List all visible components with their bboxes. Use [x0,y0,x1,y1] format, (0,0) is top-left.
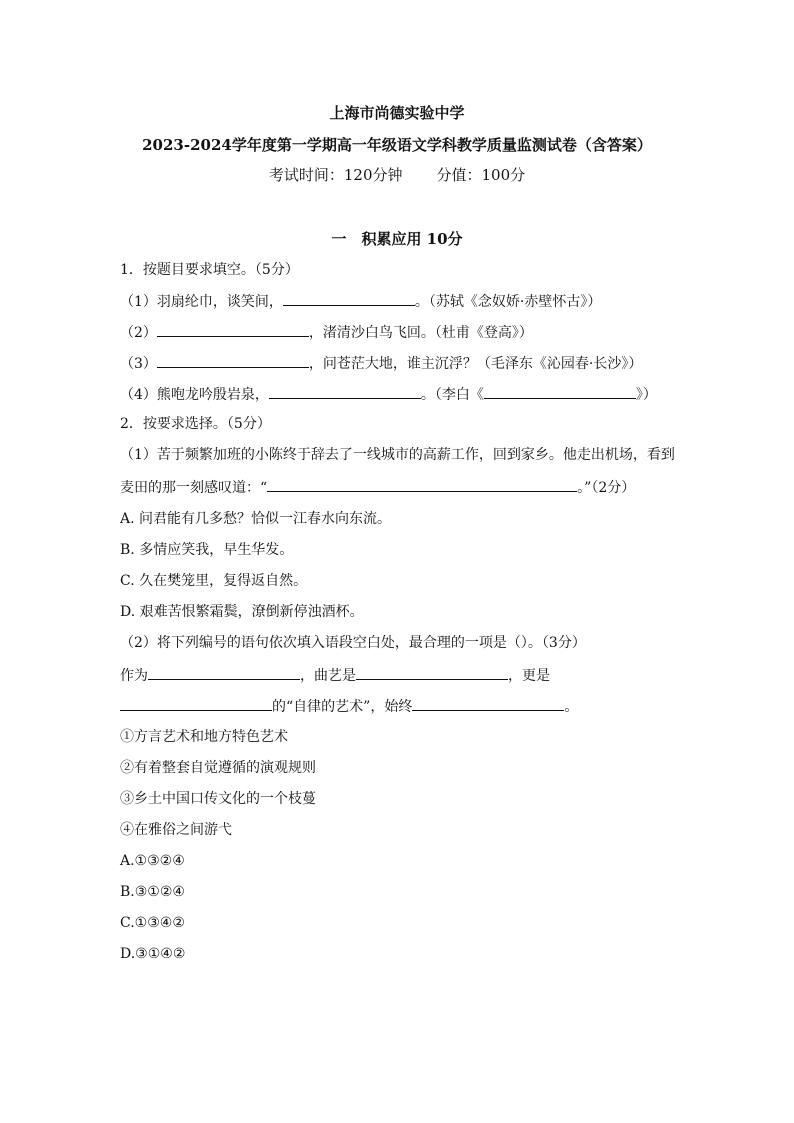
q2-sentence-3: ③乡土中国口传文化的一个枝蔓 [120,791,316,807]
q2-sentence-1: ①方言艺术和地方特色艺术 [120,729,288,745]
title-blank[interactable] [484,384,636,399]
q2-sub1-line1: （1）苦于频繁加班的小陈终于辞去了一线城市的高薪工作，回到家乡。他走出机场，看到 [120,447,675,463]
q2-sub1-suffix: 。”（2分） [577,480,636,496]
q1-item-2-prefix: （2） [120,325,157,341]
answer-blank[interactable] [412,696,564,711]
q1-item-4-middle: 。（李白《 [420,387,484,403]
q2-sub2-para-line2 [120,696,578,716]
answer-blank[interactable] [283,291,415,306]
exam-score: 分值：100分 [436,166,526,184]
q2-sub1-option-a: A. 问君能有几多愁？恰似一江春水向东流。 [120,511,392,527]
answer-blank[interactable] [120,696,272,711]
section-title: 一 积累应用 10分 [331,230,463,248]
q1-item-1-suffix: 。（苏轼《念奴娇·赤壁怀古》） [414,294,602,310]
para-text: ，更是 [508,668,550,684]
q2-sub1-option-b: B. 多情应笑我，早生华发。 [120,542,294,558]
q2-sub1-line2 [120,477,635,497]
q1-item-2 [120,322,533,342]
q2-sub2-option-a: A.①③②④ [120,853,185,869]
q1-item-1 [120,291,601,311]
answer-blank[interactable] [269,384,421,399]
q2-sub2-stem: （2）将下列编号的语句依次填入语段空白处，最合理的一项是（）。（3分） [120,635,586,651]
q2-sub1-option-c: C. 久在樊笼里，复得返自然。 [120,573,308,589]
answer-blank[interactable] [148,665,300,680]
q1-item-3-suffix: ，问苍茫大地，谁主沉浮？（毛泽东《沁园春·长沙》） [308,356,643,372]
answer-blank[interactable] [356,665,508,680]
q2-sub2-para-line1 [120,665,550,685]
q2-stem: 2．按要求选择。（5分） [120,416,271,432]
para-text: 的“自律的艺术”，始终 [272,699,413,715]
q1-stem: 1．按题目要求填空。（5分） [120,262,299,278]
q2-sub2-option-b: B.③①②④ [120,884,185,900]
q1-item-4-prefix: （4）熊咆龙吟殷岩泉， [120,387,269,403]
q2-sub2-option-d: D.③①④② [120,946,186,962]
answer-blank[interactable] [267,477,577,492]
q2-sub2-option-c: C.①③④② [120,915,185,931]
para-text: 作为 [120,668,148,684]
q1-item-1-prefix: （1）羽扇纶巾，谈笑间， [120,294,283,310]
q1-item-3-prefix: （3） [120,356,157,372]
q1-item-4-suffix: 》） [635,387,657,403]
para-text: ，曲艺是 [300,668,356,684]
q2-sentence-2: ②有着整套自觉遵循的演观规则 [120,760,316,776]
q2-sub1-prefix: 麦田的那一刻感叹道：“ [120,480,268,496]
q1-item-4 [120,384,657,404]
school-name: 上海市尚德实验中学 [329,104,465,122]
answer-blank[interactable] [157,322,309,337]
answer-blank[interactable] [157,353,309,368]
q2-sub1-option-d: D. 艰难苦恨繁霜鬓，潦倒新停浊酒杯。 [120,604,364,620]
q1-item-3 [120,353,642,373]
exam-meta [0,164,794,185]
exam-title: 2023-2024学年度第一学期高一年级语文学科教学质量监测试卷（含答案） [142,136,652,154]
para-text: 。 [564,699,579,715]
q2-sentence-4: ④在雅俗之间游弋 [120,822,232,838]
q1-item-2-suffix: ，渚清沙白鸟飞回。（杜甫《登高》） [308,325,533,341]
exam-time: 考试时间：120分钟 [268,166,403,184]
